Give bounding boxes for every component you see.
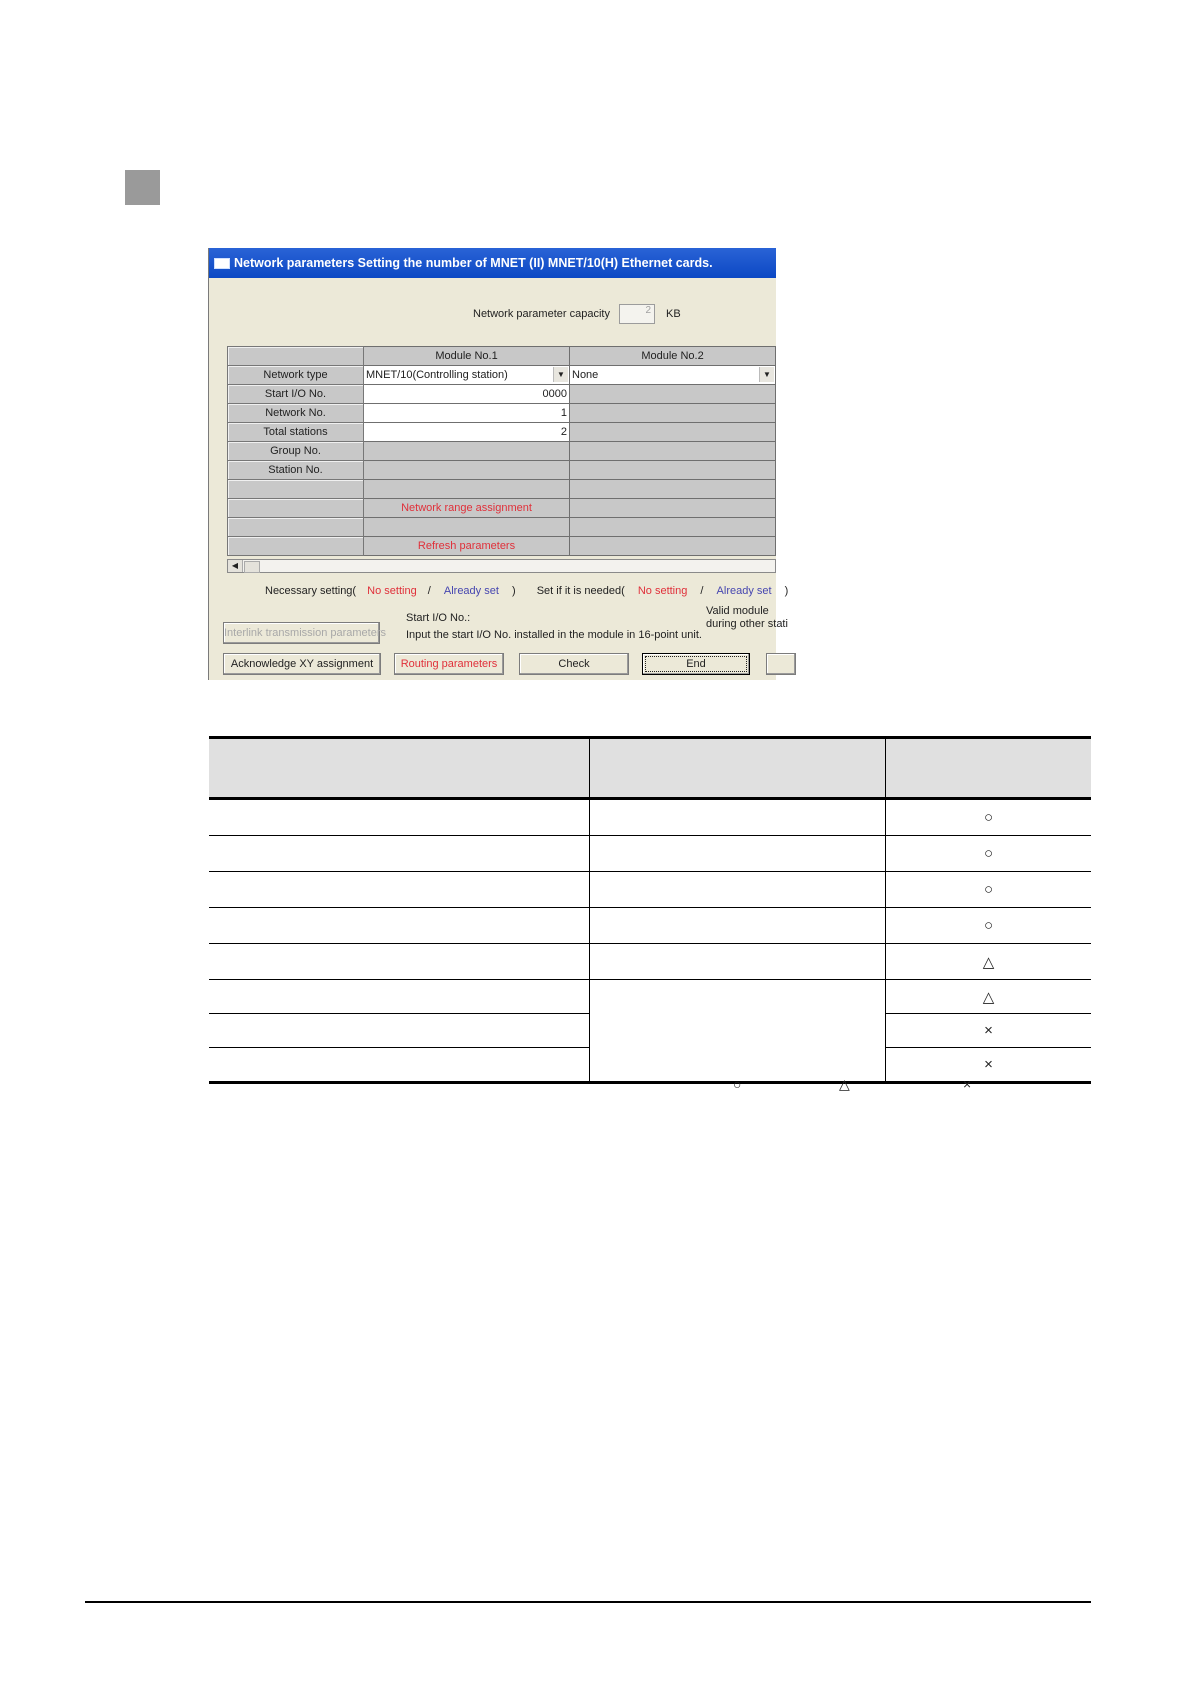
module-settings-grid xyxy=(227,346,776,556)
legend-slash-1: / xyxy=(427,585,431,597)
key-circle: ○ xyxy=(733,1076,742,1092)
total-stations-input-module-1[interactable]: 2 xyxy=(364,423,570,442)
blank-cell xyxy=(570,518,776,537)
scroll-left-icon[interactable]: ◀ xyxy=(228,560,243,572)
row-header-start-io: Start I/O No. xyxy=(228,385,364,404)
valid-module-line-1: Valid module xyxy=(706,605,769,617)
table-cell xyxy=(590,836,886,872)
table-cell xyxy=(209,980,590,1014)
total-stations-cell-module-2 xyxy=(570,423,776,442)
row-header-group-no: Group No. xyxy=(228,442,364,461)
horizontal-scrollbar[interactable] xyxy=(227,559,776,573)
network-type-value-2: None xyxy=(572,369,599,381)
legend-no-setting-2: No setting xyxy=(637,585,688,597)
required-symbol: ○ xyxy=(886,799,1092,836)
row-header-total-stations: Total stations xyxy=(228,423,364,442)
scroll-thumb[interactable] xyxy=(244,561,260,573)
legend-close-2: ) xyxy=(784,585,789,597)
table-header-col-1 xyxy=(209,738,590,799)
table-cell xyxy=(209,1048,590,1083)
column-header-module-1: Module No.1 xyxy=(364,347,570,366)
interlink-transmission-parameters-button[interactable]: Interlink transmission parameters xyxy=(223,622,380,644)
start-io-help-desc: Input the start I/O No. installed in the module in 16-point unit. xyxy=(406,629,702,641)
group-no-cell-module-2 xyxy=(570,442,776,461)
blank-cell xyxy=(364,480,570,499)
table-cell xyxy=(209,908,590,944)
table-cell xyxy=(209,836,590,872)
optional-symbol: △ xyxy=(886,944,1092,980)
table-cell xyxy=(209,799,590,836)
table-cell-merged xyxy=(590,980,886,1083)
legend-necessary: Necessary setting( xyxy=(265,585,357,597)
setting-legend xyxy=(265,585,788,597)
window-icon xyxy=(214,258,230,269)
corner-cell xyxy=(228,347,364,366)
end-button[interactable]: End xyxy=(642,653,750,675)
network-no-input-module-1[interactable]: 1 xyxy=(364,404,570,423)
network-range-assignment-button[interactable]: Network range assignment xyxy=(364,499,570,518)
legend-if-needed: Set if it is needed( xyxy=(536,585,625,597)
table-cell xyxy=(590,799,886,836)
section-marker xyxy=(125,170,160,205)
acknowledge-xy-assignment-button[interactable]: Acknowledge XY assignment xyxy=(223,653,381,675)
row-header-blank-2 xyxy=(228,499,364,518)
table-cell xyxy=(209,1014,590,1048)
start-io-help xyxy=(406,610,702,644)
start-io-input-module-1[interactable]: 0000 xyxy=(364,385,570,404)
column-header-module-2: Module No.2 xyxy=(570,347,776,366)
check-button[interactable]: Check xyxy=(519,653,629,675)
cut-off-button[interactable] xyxy=(766,653,796,675)
dialog-titlebar xyxy=(209,248,776,278)
legend-slash-2: / xyxy=(700,585,704,597)
blank-cell xyxy=(364,518,570,537)
not-required-symbol: × xyxy=(886,1014,1092,1048)
network-parameters-dialog xyxy=(208,248,789,680)
capacity-unit: KB xyxy=(666,308,681,320)
row-header-network-no: Network No. xyxy=(228,404,364,423)
table-cell xyxy=(590,908,886,944)
table-cell xyxy=(590,944,886,980)
required-symbol: ○ xyxy=(886,908,1092,944)
network-type-select-module-1[interactable] xyxy=(364,366,570,385)
table-header-col-2 xyxy=(590,738,886,799)
station-no-cell-module-2 xyxy=(570,461,776,480)
table-header-col-3 xyxy=(886,738,1092,799)
valid-module-line-2: during other stati xyxy=(706,618,788,630)
station-no-cell-module-1 xyxy=(364,461,570,480)
group-no-cell-module-1 xyxy=(364,442,570,461)
refresh-parameters-button[interactable]: Refresh parameters xyxy=(364,537,570,556)
capacity-field: 2 xyxy=(619,304,655,324)
legend-already-set-2: Already set xyxy=(716,585,772,597)
key-cross: × xyxy=(963,1076,972,1092)
not-required-symbol: × xyxy=(886,1048,1092,1083)
settings-requirement-table xyxy=(209,736,1091,1084)
dialog-title: Network parameters Setting the number of MNET (II) MNET/10(H) Ethernet cards. xyxy=(234,256,713,270)
start-io-cell-module-2 xyxy=(570,385,776,404)
capacity-label: Network parameter capacity xyxy=(473,308,610,320)
routing-parameters-button[interactable]: Routing parameters xyxy=(394,653,504,675)
required-symbol: ○ xyxy=(886,872,1092,908)
row-header-blank-1 xyxy=(228,480,364,499)
legend-close-1: ) xyxy=(511,585,516,597)
blank-cell xyxy=(570,499,776,518)
footer-rule xyxy=(85,1601,1091,1603)
start-io-help-title: Start I/O No.: xyxy=(406,612,471,624)
table-cell xyxy=(590,872,886,908)
network-no-cell-module-2 xyxy=(570,404,776,423)
row-header-blank-3 xyxy=(228,518,364,537)
row-header-blank-4 xyxy=(228,537,364,556)
network-type-select-module-2[interactable] xyxy=(570,366,776,385)
table-cell xyxy=(209,944,590,980)
optional-symbol: △ xyxy=(886,980,1092,1014)
row-header-station-no: Station No. xyxy=(228,461,364,480)
chevron-down-icon[interactable]: ▼ xyxy=(759,367,774,382)
row-header-network-type: Network type xyxy=(228,366,364,385)
legend-already-set-1: Already set xyxy=(443,585,499,597)
network-type-value-1: MNET/10(Controlling station) xyxy=(366,369,508,381)
key-triangle: △ xyxy=(839,1076,850,1092)
blank-cell xyxy=(570,480,776,499)
required-symbol: ○ xyxy=(886,836,1092,872)
legend-no-setting-1: No setting xyxy=(367,585,417,597)
blank-cell xyxy=(570,537,776,556)
chevron-down-icon[interactable]: ▼ xyxy=(553,367,568,382)
table-cell xyxy=(209,872,590,908)
valid-module-note xyxy=(706,605,788,631)
